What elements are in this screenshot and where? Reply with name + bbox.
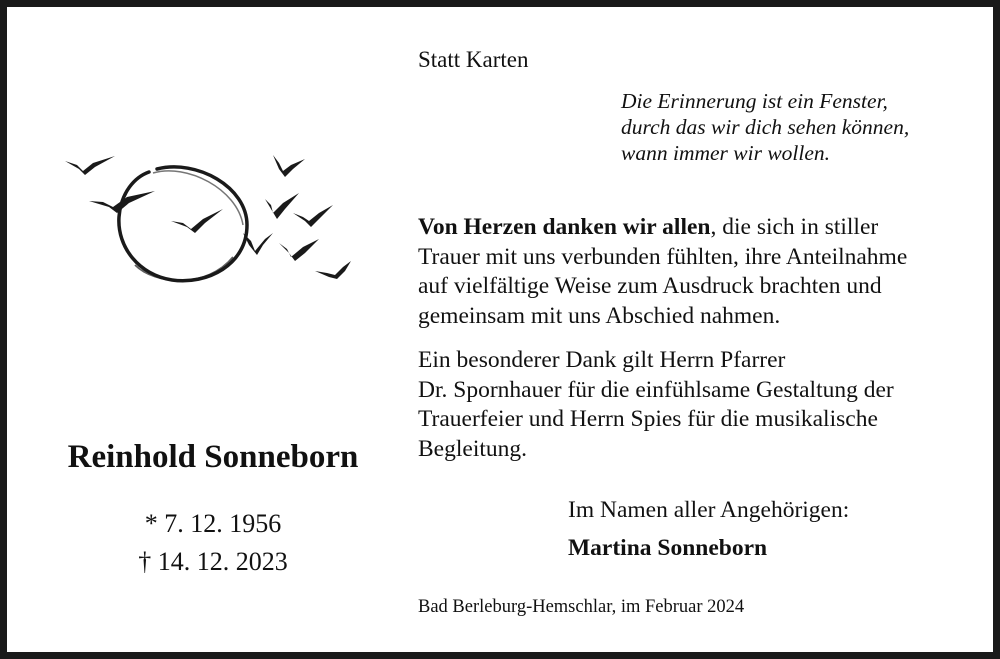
thanks-line-3: auf vielfältige Weise zum Ausdruck brachten und — [418, 273, 882, 299]
special-line: Trauerfeier und Herrn Spies für die musikalische — [418, 406, 878, 432]
place-date: Bad Berleburg-Hemschlar, im Februar 2024 — [418, 597, 745, 617]
thanks-line-1-rest: , die sich in stiller — [710, 214, 879, 240]
signature-name: Martina Sonneborn — [568, 535, 768, 561]
special-line: Ein besonderer Dank gilt Herrn Pfarrer — [418, 347, 786, 373]
death-date: † 14. 12. 2023 — [138, 547, 288, 576]
moon-birds-icon — [57, 147, 357, 297]
special-line: Dr. Spornhauer für die einfühlsame Gestaltung der — [418, 376, 894, 403]
signature-intro: Im Namen aller Angehörigen: — [568, 497, 850, 523]
special-line: Begleitung. — [418, 435, 527, 462]
statt-karten-heading: Statt Karten — [418, 47, 529, 72]
thanks-line-2: Trauer mit uns verbunden fühlten, ihre Anteilnahme — [418, 243, 908, 270]
quote-block — [621, 88, 909, 166]
deceased-name: Reinhold Sonneborn — [67, 439, 359, 475]
thanks-line-1 — [418, 213, 907, 243]
quote-line: wann immer wir wollen. — [621, 141, 831, 165]
quote-line: durch das wir dich sehen können, — [621, 115, 910, 139]
quote-line: Die Erinnerung ist ein Fenster, — [621, 89, 888, 113]
thanks-paragraph — [418, 213, 907, 331]
birth-date: * 7. 12. 1956 — [144, 509, 282, 538]
thanks-line-4: gemeinsam mit uns Abschied nahmen. — [418, 302, 781, 329]
special-thanks-paragraph — [418, 346, 894, 464]
thanks-lead: Von Herzen danken wir allen — [418, 214, 711, 240]
